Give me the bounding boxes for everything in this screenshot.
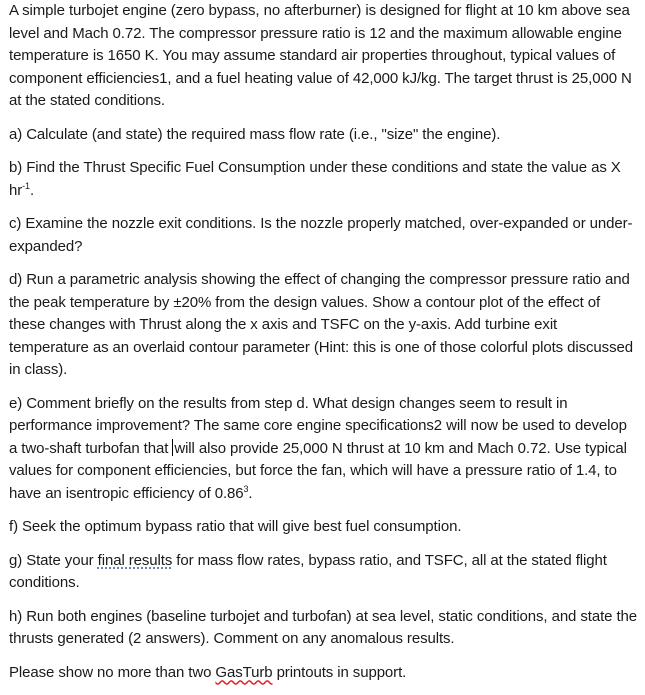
part-h-paragraph: h) Run both engines (baseline turbojet and turbofan) at sea level, static conditions, and state the thrusts generated (2 answers). Comment on any anomalous results.	[9, 607, 638, 647]
part-e-text-after-caret: will also provide 25,000 N thrust at 10 km and Mach 0.72. Use typical values for component efficiencies, but force the fan, which will have a pressure ratio of 1.4, to have an isentropic efficiency of 0.86	[9, 439, 627, 502]
closing-text-before: Please show no more than two	[9, 663, 216, 681]
part-e-paragraph	[9, 393, 639, 506]
part-b-superscript: -1	[22, 180, 30, 191]
part-a-paragraph: a) Calculate (and state) the required mass flow rate (i.e., "size" the engine).	[9, 125, 501, 143]
part-g-text-after: for mass flow rates, bypass ratio, and TSFC, all at the stated flight conditions.	[9, 551, 607, 591]
part-b-text: b) Find the Thrust Specific Fuel Consumption under these conditions and state the value as X hr	[9, 159, 621, 199]
part-g-text-before: g) State your	[9, 551, 98, 569]
part-e-superscript: 3	[243, 483, 249, 494]
document-body	[9, 0, 639, 695]
part-e-text-before-caret: e) Comment briefly on the results from step d. What design changes seem to result in performance improvement? The same core engine specifications2 will now be used to develop a two-shaft turbofan that	[9, 394, 627, 457]
part-b-tail: .	[29, 181, 35, 199]
grammar-flagged-phrase[interactable]: final results	[97, 551, 173, 569]
part-d-paragraph: d) Run a parametric analysis showing the effect of changing the compressor pressure ratio and the peak temperature by ±20% from the design values. Show a contour plot of the effect of these changes with Thrust along the x axis and TSFC on the y-axis. Add turbine exit temperature as an overlaid contour parameter (Hint: this is one of those colorful plots discussed in class).	[9, 271, 633, 378]
intro-paragraph: A simple turbojet engine (zero bypass, no afterburner) is designed for flight at 10 km above sea level and Mach 0.72. The compressor pressure ratio is 12 and the maximum allowable engine temperature is 1650 K. You may assume standard air properties throughout, typical values of component efficiencies1, and a fuel heating value of 42,000 kJ/kg. The target thrust is 25,000 N at the stated conditions.	[9, 2, 632, 109]
part-e-tail: .	[248, 484, 253, 502]
closing-paragraph	[9, 662, 639, 685]
part-b-paragraph	[9, 157, 639, 202]
part-c-paragraph: c) Examine the nozzle exit conditions. Is the nozzle properly matched, over-expanded or under-expanded?	[9, 215, 633, 255]
part-g-paragraph	[9, 550, 639, 595]
spelling-flagged-word[interactable]: GasTurb	[215, 663, 273, 681]
part-f-paragraph: f) Seek the optimum bypass ratio that will give best fuel consumption.	[9, 518, 462, 535]
closing-text-after: printouts in support.	[272, 663, 407, 681]
